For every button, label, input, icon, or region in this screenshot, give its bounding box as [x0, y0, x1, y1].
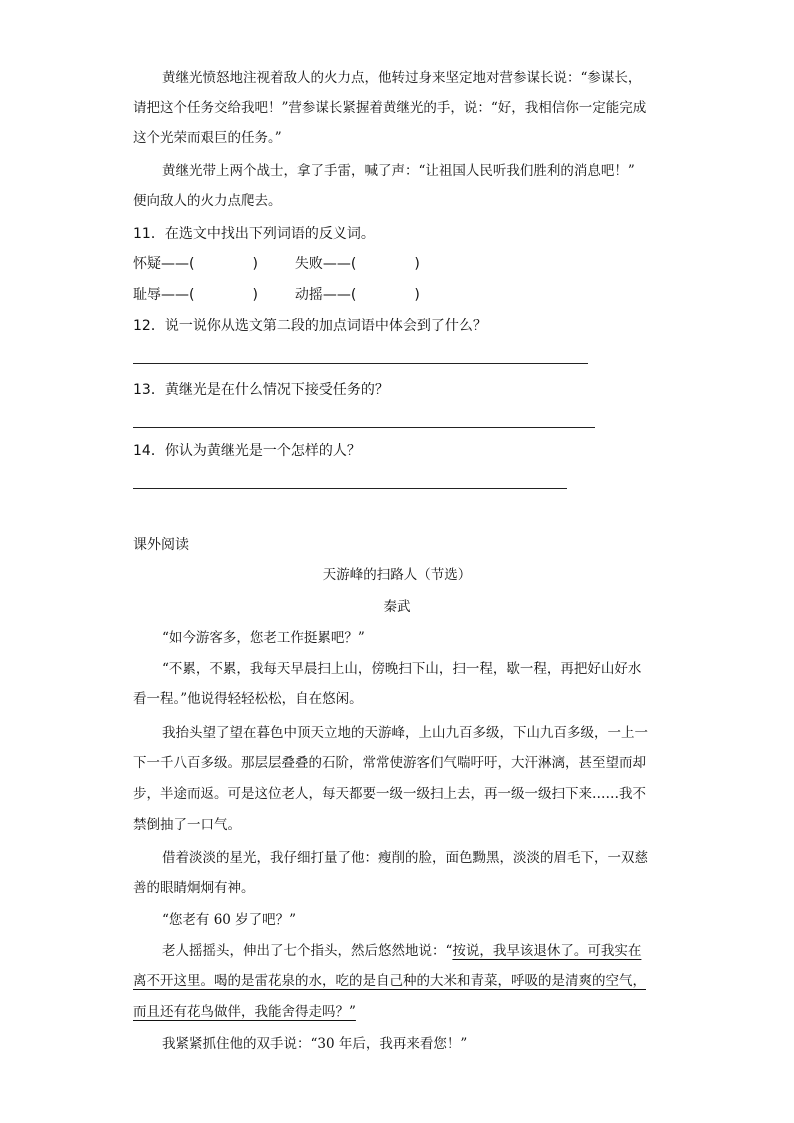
passage1-p2-line2: 便向敌人的火力点爬去。	[133, 193, 282, 209]
answer-line-12[interactable]	[133, 363, 588, 364]
question-12: 12．说一说你从选文第二段的加点词语中体会到了什么？	[133, 318, 487, 334]
antonym-3-label: 耻辱——(	[133, 287, 195, 303]
passage2-line-2: “不累，不累，我每天早晨扫上山，傍晚扫下山，扫一程，歇一程，再把好山好水	[162, 661, 642, 677]
antonym-4-close: )	[414, 287, 420, 303]
passage2-line-1: “如今游客多，您老工作挺累吧？”	[162, 630, 365, 646]
question-11-row2	[133, 285, 420, 305]
passage2-line-7: 禁倒抽了一口气。	[133, 817, 241, 833]
passage1-p1-line3: 这个光荣而艰巨的任务。”	[133, 130, 282, 146]
antonym-2-close: )	[414, 256, 420, 272]
passage1-p1-line2: 请把这个任务交给我吧！”营参谋长紧握着黄继光的手，说：“好，我相信你一定能完成	[133, 100, 647, 116]
antonym-4-label: 动摇——(	[294, 287, 357, 303]
question-11-row1	[133, 254, 420, 274]
question-14: 14．你认为黄继光是一个怎样的人？	[133, 443, 361, 459]
passage2-author: 秦武	[383, 599, 411, 615]
antonym-1-label: 怀疑——(	[133, 256, 195, 272]
answer-line-13[interactable]	[133, 427, 595, 428]
passage2-line-10: “您老有 60 岁了吧？”	[162, 912, 297, 928]
passage2-line-8: 借着淡淡的星光，我仔细打量了他：瘦削的脸，面色黝黑，淡淡的眉毛下，一双慈	[162, 850, 648, 866]
question-13: 13．黄继光是在什么情况下接受任务的？	[133, 382, 389, 398]
passage2-line-12: 离不开这里。喝的是雷花泉的水，吃的是自己种的大米和青菜，呼吸的是清爽的空气，	[133, 973, 646, 989]
passage2-line-11-plain: 老人摇摇头，伸出了七个指头，然后悠然地说：“	[162, 943, 453, 959]
antonym-3-close: )	[252, 287, 258, 303]
passage2-line-13: 而且还有花鸟做伴，我能舍得走吗？”	[133, 1004, 356, 1020]
answer-line-14[interactable]	[133, 488, 567, 489]
passage2-line-5: 下一千八百多级。那层层叠叠的石阶，常常使游客们气喘吁吁，大汗淋漓，甚至望而却	[133, 755, 646, 771]
passage2-line-9: 善的眼睛炯炯有神。	[133, 880, 255, 896]
passage2-line-11	[162, 941, 641, 961]
passage2-line-4: 我抬头望了望在暮色中顶天立地的天游峰，上山九百多级，下山九百多级，一上一	[162, 725, 648, 741]
passage2-line-14: 我紧紧抓住他的双手说：“30 年后，我再来看您！”	[162, 1036, 468, 1052]
passage2-line-11-underlined: 按说，我早该退休了。可我实在	[452, 943, 642, 959]
question-11: 11．在选文中找出下列词语的反义词。	[133, 226, 375, 242]
passage2-line-6: 步，半途而返。可是这位老人，每天都要一级一级扫上去，再一级一级扫下来……我不	[133, 786, 646, 802]
antonym-2-label: 失败——(	[294, 256, 357, 272]
passage1-p1-line1: 黄继光愤怒地注视着敌人的火力点，他转过身来坚定地对营参谋长说：“参谋长，	[162, 70, 642, 86]
passage2-line-3: 看一程。”他说得轻轻松松，自在悠闲。	[133, 691, 363, 707]
antonym-1-close: )	[252, 256, 258, 272]
passage2-title: 天游峰的扫路人（节选）	[322, 567, 472, 583]
section-label: 课外阅读	[133, 537, 189, 553]
passage1-p2-line1: 黄继光带上两个战士，拿了手雷，喊了声：“让祖国人民听我们胜利的消息吧！”	[162, 163, 635, 179]
